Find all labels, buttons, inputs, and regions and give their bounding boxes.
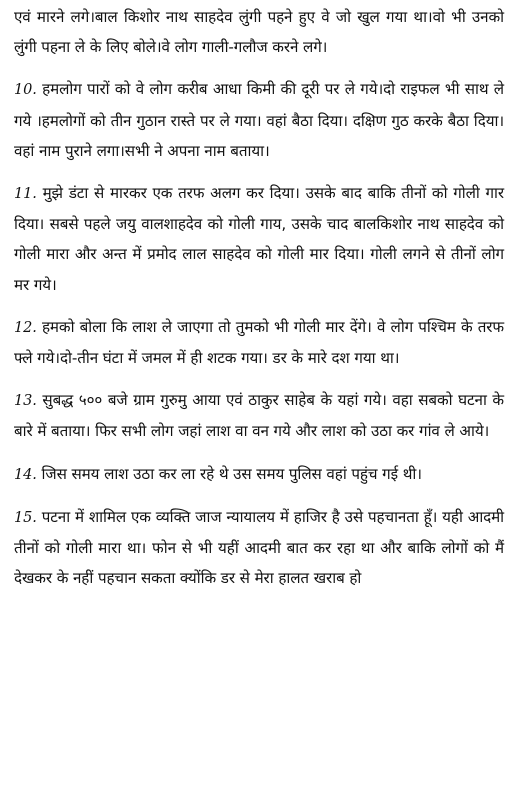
paragraph-11 [14, 178, 504, 300]
paragraph-10 [14, 74, 504, 166]
paragraph-text: पटना में शामिल एक व्यक्ति जाज न्यायालय में हाजिर है उसे पहचानता हूँ। यही आदमी तीनों को गोली मारा था। फोन से भी यहीं आदमी बात कर रहा था और बाकि लोगों को मैं देखकर के नहीं पहचान सकता क्योंकि डर से मेरा हालत खराब हो [14, 507, 505, 588]
paragraph-14 [14, 459, 504, 490]
paragraph-text: मुझे डंटा से मारकर एक तरफ अलग कर दिया। उसके बाद बाकि तीनों को गोली गार दिया। सबसे पहले जयु वालशाहदेव को गोली गाय, उसके चाद बालकिशोर नाथ साहदेव को गोली मारा और अन्त में प्रमोद लाल साहदेव को गोली मार दिया। गोली लगने से तीनों लोग मर गये। [14, 184, 504, 294]
paragraph-13 [14, 385, 504, 446]
paragraph-number: 12. [14, 319, 37, 336]
paragraph-number: 11. [14, 186, 37, 203]
paragraph-number: 14. [14, 466, 37, 483]
paragraph-number: 15. [14, 509, 37, 526]
paragraph-text: जिस समय लाश उठा कर ला रहे थे उस समय पुलिस वहां पहुंच गई थी। [41, 464, 422, 483]
paragraph-15 [14, 502, 504, 594]
paragraph-text: हमलोग पारों को वे लोग करीब आधा किमी की दूरी पर ले गये।दो राइफल भी साथ ले गये ।हमलोगों को तीन गुठान रास्ते पर ले गया। वहां बैठा दिया। दक्षिण गुठ करके बैठा दिया। वहां नाम पुराने लगा।सभी ने अपना नाम बताया। [14, 80, 505, 160]
paragraph-text: सुबद्ध ५०० बजे ग्राम गुरुमु आया एवं ठाकुर साहेब के यहां गये। वहा सबको घटना के बारे में बताया। फिर सभी लोग जहां लाश वा वन गये और लाश को उठा कर गांव ले आये। [14, 391, 504, 441]
paragraph-continued [14, 2, 504, 62]
paragraph-text: हमको बोला कि लाश ले जाएगा तो तुमको भी गोली मार देंगे। वे लोग पश्चिम के तरफ फ्ले गये।दो-तीन घंटा में जमल में ही शटक गया। डर के मारे दश गया था। [14, 317, 504, 368]
paragraph-number: 13. [14, 393, 37, 410]
paragraph-number: 10. [14, 82, 37, 99]
paragraph-12 [14, 312, 504, 373]
paragraph-text: एवं मारने लगे।बाल किशोर नाथ साहदेव लुंगी पहने हुए वे जो खुल गया था।वो भी उनको लुंगी पहना ले के लिए बोले।वे लोग गाली-गलौज करने लगे। [14, 8, 504, 57]
